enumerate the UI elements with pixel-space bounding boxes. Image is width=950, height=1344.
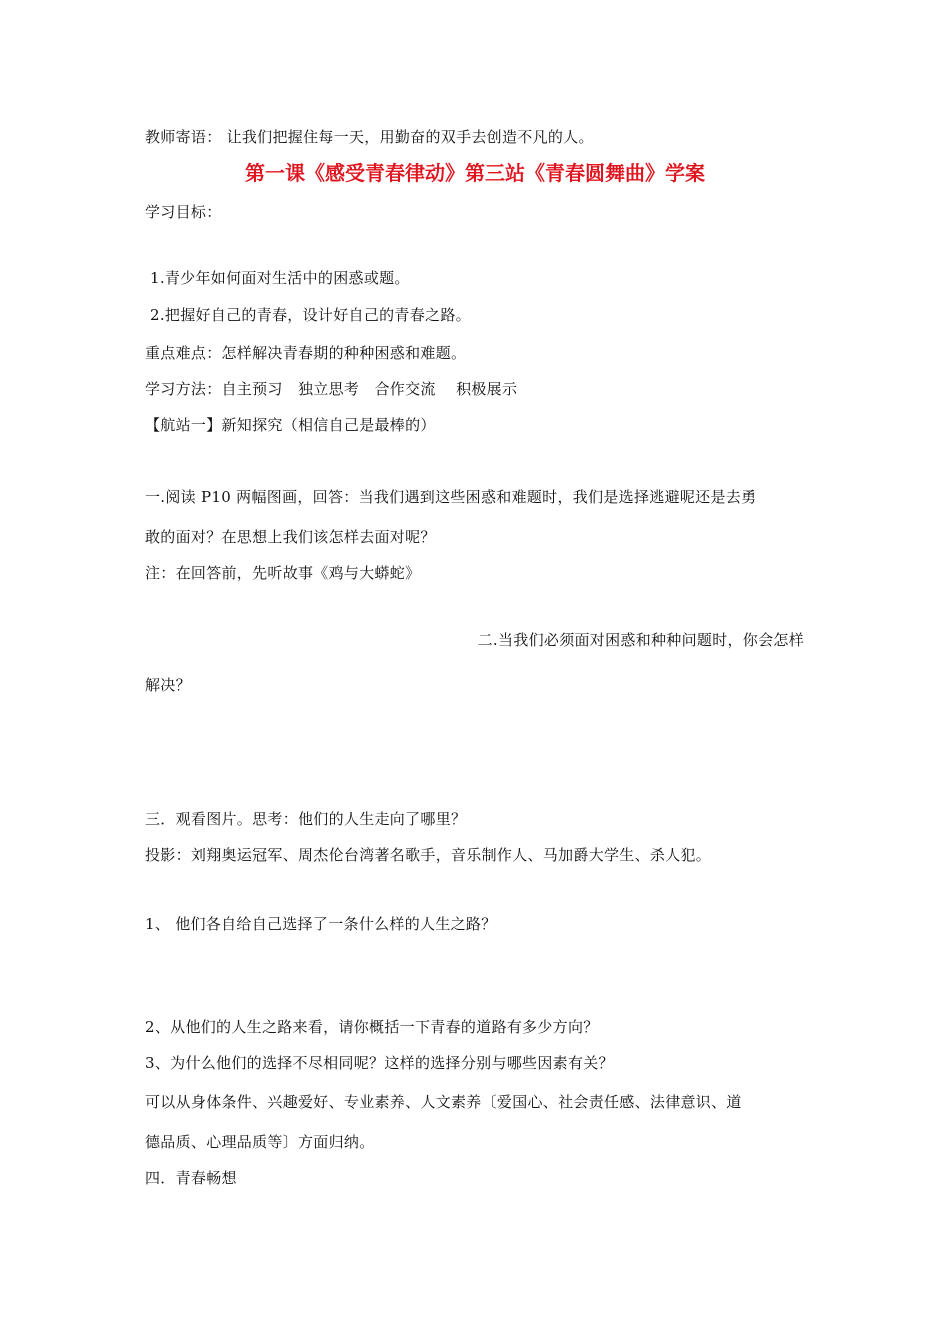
goals-label: 学习目标： — [145, 203, 222, 221]
question-2-line-1: 二.当我们必须面对困惑和种种问题时，你会怎样 — [477, 631, 804, 649]
document-title: 第一课《感受青春律动》第三站《青春圆舞曲》学案 — [245, 161, 705, 185]
question-1-note: 注：在回答前，先听故事《鸡与大蟒蛇》 — [145, 564, 421, 582]
question-3-hint-line-1: 可以从身体条件、兴趣爱好、专业素养、人文素养〔爱国心、社会责任感、法律意识、道 — [145, 1093, 742, 1111]
question-3-hint-line-2: 德品质、心理品质等〕方面归纳。 — [145, 1133, 375, 1151]
key-points: 重点难点：怎样解决青春期的种种困惑和难题。 — [145, 344, 467, 362]
question-3-sub-1: 1、 他们各自给自己选择了一条什么样的人生之路？ — [145, 915, 497, 933]
question-3-projection: 投影：刘翔奥运冠军、周杰伦台湾著名歌手，音乐制作人、马加爵大学生、杀人犯。 — [145, 846, 712, 864]
goal-1: 1.青少年如何面对生活中的困惑或题。 — [150, 269, 410, 287]
station-1-heading: 【航站一】新知探究（相信自己是最棒的） — [145, 416, 436, 434]
question-2-line-2: 解决？ — [145, 676, 191, 694]
learning-methods: 学习方法：自主预习 独立思考 合作交流 积极展示 — [145, 380, 518, 398]
question-3-sub-3: 3、为什么他们的选择不尽相同呢？这样的选择分别与哪些因素有关？ — [145, 1054, 614, 1072]
goal-2: 2.把握好自己的青春，设计好自己的青春之路。 — [150, 306, 471, 324]
question-1-line-2: 敢的面对？在思想上我们该怎样去面对呢？ — [145, 528, 436, 546]
teacher-message: 教师寄语： 让我们把握住每一天，用勤奋的双手去创造不凡的人。 — [145, 128, 594, 146]
question-1-line-1: 一.阅读 P10 两幅图画，回答：当我们遇到这些困惑和难题时，我们是选择逃避呢还是去勇 — [145, 488, 757, 506]
question-4-title: 四．青春畅想 — [145, 1169, 237, 1187]
question-3-sub-2: 2、从他们的人生之路来看，请你概括一下青春的道路有多少方向？ — [145, 1018, 599, 1036]
question-3-title: 三．观看图片。思考：他们的人生走向了哪里？ — [145, 810, 467, 828]
